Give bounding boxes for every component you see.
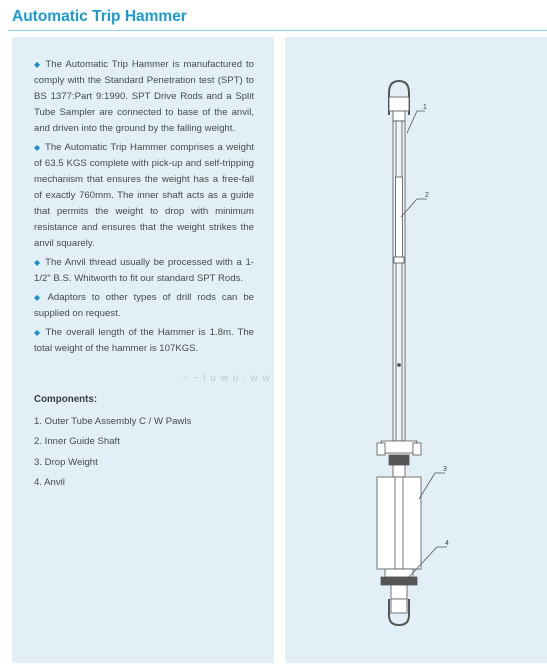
callout-label-1: 1 (423, 104, 427, 111)
anvil-top (385, 569, 413, 577)
paragraph-text: The overall length of the Hammer is 1.8m. The total weight of the hammer is 107KGS. (34, 327, 254, 354)
image-panel (285, 37, 547, 663)
callout-label-2: 2 (425, 192, 429, 199)
paragraph (34, 57, 254, 137)
callout-label-3: 3 (443, 466, 447, 473)
diamond-bullet-icon: ◆ (34, 60, 42, 69)
hammer-diagram (285, 37, 547, 663)
paragraph (34, 325, 254, 357)
diamond-bullet-icon: ◆ (34, 143, 41, 152)
diamond-bullet-icon: ◆ (34, 258, 42, 267)
outer-tube (393, 121, 405, 441)
components-heading: Components: (34, 394, 98, 405)
diamond-bullet-icon: ◆ (34, 328, 42, 337)
paragraph (34, 290, 254, 322)
top-eye-block (389, 97, 409, 111)
component-item: 2. Inner Guide Shaft (34, 436, 120, 448)
watermark: ~ ~ l u w o . w w (182, 373, 271, 384)
collar-lug-right (413, 443, 421, 455)
collar-lug-left (377, 443, 385, 455)
anvil-neck (391, 585, 407, 599)
paragraph-text: The Automatic Trip Hammer is manufactured to comply with the Standard Penetration test (SPT) to BS 1377:Part 9:1990. SPT Drive Rods and a Split Tube Sampler are connected to base of the anvil, and driven into the ground by the falling weight. (34, 59, 255, 134)
collar-neck (393, 465, 405, 477)
paragraph-text: Adaptors to other types of drill rods can be supplied on request. (34, 292, 255, 319)
components-list (34, 414, 254, 491)
component-item: 1. Outer Tube Assembly C / W Pawls (34, 416, 192, 427)
diamond-bullet-icon: ◆ (34, 293, 44, 302)
paragraph-text: The Anvil thread usually be processed with a 1-1/2" B.S. Whitworth to fit our standard SPT Rods. (34, 257, 255, 284)
page-title: Automatic Trip Hammer (12, 8, 187, 25)
shaft-pin (398, 364, 401, 367)
anvil-body (381, 577, 417, 585)
callout-label-4: 4 (445, 540, 449, 547)
top-cap (393, 111, 405, 121)
text-panel (12, 37, 274, 663)
paragraph (34, 255, 254, 287)
callout-leader-3 (419, 473, 445, 499)
drop-weight (377, 477, 421, 569)
component-item: 3. Drop Weight (34, 456, 98, 468)
paragraph-text: The Automatic Trip Hammer comprises a weight of 63.5 KGS complete with pick-up and self-tripping mechanism that ensures the weight has a free-fall of exactly 760mm. The inner shaft acts as a guide that permits the weight to drop with minimum resistance and ensures that the weight strikes the anvil squarely. (34, 142, 254, 249)
bottom-eye-block (391, 599, 407, 613)
description-content (34, 57, 254, 496)
pawl (394, 257, 404, 263)
paragraph (34, 140, 254, 252)
title-rule (8, 30, 547, 31)
collar-band (389, 455, 409, 465)
component-item: 4. Anvil (34, 477, 65, 489)
pick-up-collar (381, 441, 417, 453)
